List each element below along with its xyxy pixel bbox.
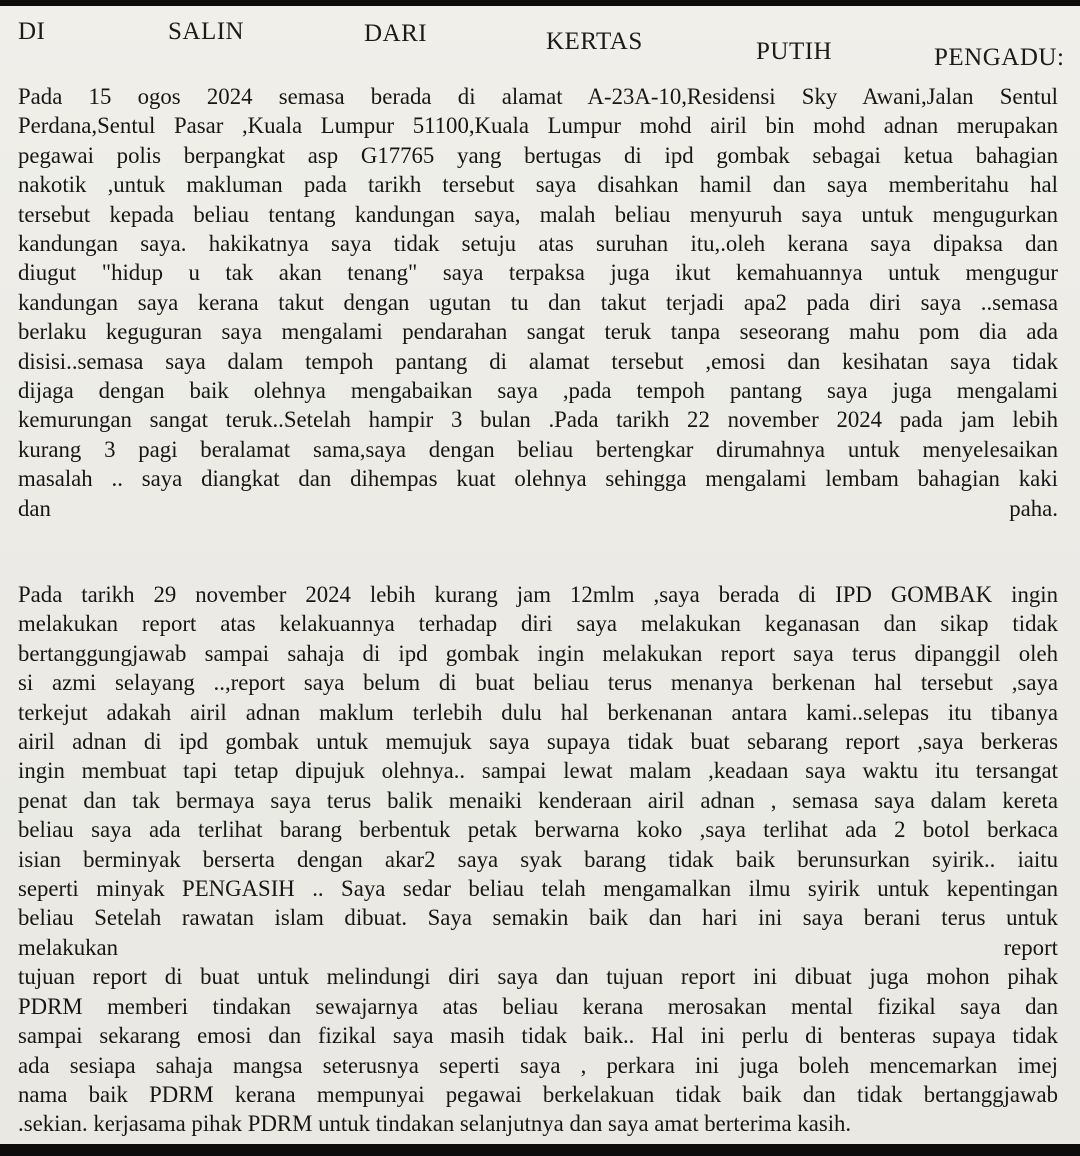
- heading-word: DI: [18, 18, 46, 45]
- text-line-split: [18, 494, 1058, 523]
- text-line: airil adnan di ipd gombak untuk memujuk saya supaya tidak buat sebarang report ,saya berkeras: [18, 729, 1058, 755]
- text-line: isian berminyak berserta dengan akar2 saya syak barang tidak baik berunsurkan syirik.. iaitu: [18, 846, 1058, 872]
- text-line: kandungan saya kerana takut dengan ugutan tu dan takut terjadi apa2 pada diri saya ..semasa: [18, 289, 1058, 315]
- split-word: dan: [18, 495, 51, 521]
- text-line: sampai sekarang emosi dan fizikal saya masih tidak baik.. Hal ini perlu di benteras supaya tidak: [18, 1023, 1058, 1049]
- text-line: bertanggungjawab sampai sahaja di ipd gombak ingin melakukan report saya terus dipanggil oleh: [18, 640, 1058, 666]
- text-line: berlaku keguguran saya mengalami pendarahan sangat teruk tanpa seseorang mahu pom dia ada: [18, 319, 1058, 345]
- text-line: ada sesiapa sahaja mangsa seterusnya seperti saya , perkara ini juga boleh mencemarkan imej: [18, 1052, 1058, 1078]
- text-line: seperti minyak PENGASIH .. Saya sedar beliau telah mengamalkan ilmu syirik untuk kepentingan: [18, 876, 1058, 902]
- text-line: tersebut kepada beliau tentang kandungan saya, malah beliau menyuruh saya untuk mengugurkan: [18, 201, 1058, 227]
- text-line: diugut "hidup u tak akan tenang" saya terpaksa juga ikut kemahuannya untuk mengugur: [18, 260, 1058, 286]
- document-heading: [0, 18, 1080, 71]
- text-line: beliau Setelah rawatan islam dibuat. Saya semakin baik dan hari ini saya berani terus untuk: [18, 905, 1058, 931]
- split-word: paha.: [1009, 495, 1058, 521]
- paragraph-incident: [18, 82, 1058, 523]
- text-line: Pada 15 ogos 2024 semasa berada di alamat A-23A-10,Residensi Sky Awani,Jalan Sentul: [18, 84, 1058, 109]
- text-line: melakukan report atas kelakuannya terhadap diri saya melakukan keganasan dan sikap tidak: [18, 611, 1058, 637]
- text-line: Pada tarikh 29 november 2024 lebih kurang jam 12mlm ,saya berada di IPD GOMBAK ingin: [18, 582, 1058, 607]
- text-line-split: [18, 933, 1058, 962]
- text-line: kandungan saya. hakikatnya saya tidak setuju atas suruhan itu,.oleh kerana saya dipaksa dan: [18, 231, 1058, 257]
- text-line: ingin membuat tapi tetap dipujuk olehnya.. sampai lewat malam ,keadaan saya waktu itu tersangat: [18, 758, 1058, 784]
- text-line: kurang 3 pagi beralamat sama,saya dengan beliau bertengkar dirumahnya untuk menyelesaikan: [18, 436, 1058, 462]
- split-word: report: [1003, 934, 1058, 960]
- document-paper: [0, 6, 1080, 1144]
- text-line: terkejut adakah airil adnan maklum terlebih dulu hal berkenanan antara kami..selepas itu tibanya: [18, 699, 1058, 725]
- text-line: dijaga dengan baik olehnya mengabaikan saya ,pada tempoh pantang saya juga mengalami: [18, 378, 1058, 404]
- text-line: .sekian. kerjasama pihak PDRM untuk tindakan selanjutnya dan saya amat berterima kasih.: [18, 1111, 852, 1137]
- text-line: PDRM memberi tindakan sewajarnya atas beliau kerana merosakan mental fizikal saya dan: [18, 993, 1058, 1019]
- text-line: beliau saya ada terlihat barang berbentuk petak berwarna koko ,saya terlihat ada 2 botol berkaca: [18, 817, 1058, 843]
- heading-word: PUTIH: [756, 38, 833, 65]
- text-line: kemurungan sangat teruk..Setelah hampir 3 bulan .Pada tarikh 22 november 2024 pada jam lebih: [18, 407, 1058, 433]
- heading-word: DARI: [364, 20, 428, 47]
- text-line: pegawai polis berpangkat asp G17765 yang bertugas di ipd gombak sebagai ketua bahagian: [18, 142, 1058, 168]
- paragraph-report: [18, 580, 1058, 1139]
- text-line: Perdana,Sentul Pasar ,Kuala Lumpur 51100,Kuala Lumpur mohd airil bin mohd adnan merupakan: [18, 113, 1058, 139]
- text-line: nama baik PDRM kerana mempunyai pegawai berkelakuan tidak baik dan tidak bertanggjawab: [18, 1081, 1058, 1107]
- split-word: melakukan: [18, 934, 119, 960]
- heading-word: KERTAS: [546, 28, 643, 55]
- text-line: nakotik ,untuk makluman pada tarikh tersebut saya disahkan hamil dan saya memberitahu hal: [18, 172, 1058, 198]
- heading-word: SALIN: [168, 18, 245, 45]
- text-line: masalah .. saya diangkat dan dihempas kuat olehnya sehingga mengalami lembam bahagian kaki: [18, 466, 1058, 492]
- text-line: si azmi selayang ..,report saya belum di buat beliau terus menanya berkenan hal tersebut ,saya: [18, 670, 1058, 696]
- heading-word: PENGADU:: [934, 44, 1065, 71]
- text-line: tujuan report di buat untuk melindungi diri saya dan tujuan report ini dibuat juga mohon pihak: [18, 964, 1058, 990]
- text-line: disisi..semasa saya dalam tempoh pantang di alamat tersebut ,emosi dan kesihatan saya tidak: [18, 348, 1058, 374]
- text-line: penat dan tak bermaya saya terus balik menaiki kenderaan airil adnan , semasa saya dalam kereta: [18, 787, 1058, 813]
